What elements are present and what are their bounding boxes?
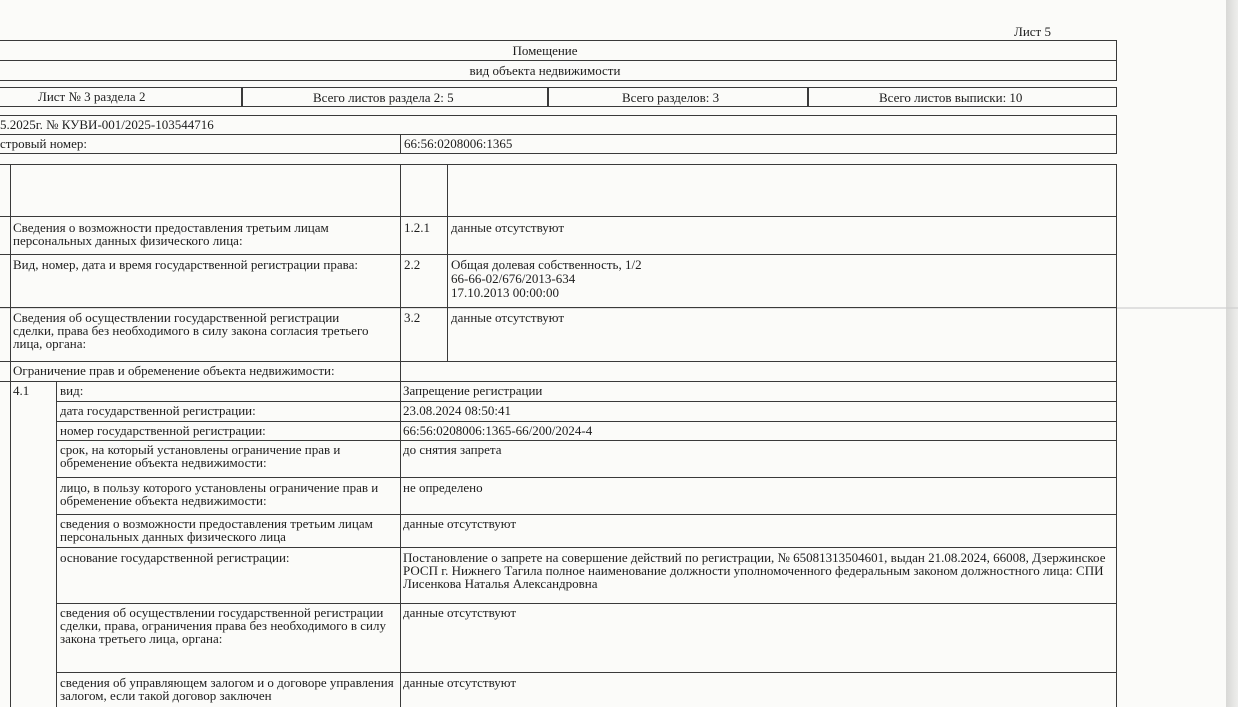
divider — [400, 164, 401, 361]
row-value-line: Общая долевая собственность, 1/2 — [451, 257, 642, 272]
divider — [56, 603, 1117, 604]
restriction-label: сведения об осуществлении государственной регистрации сделки, права, ограничения права без необходимого в силу закона третьего лица, органа: — [60, 605, 386, 646]
row-number: 1.2.1 — [404, 220, 430, 235]
divider — [56, 514, 1117, 515]
row-value: данные отсутствуют — [451, 310, 565, 325]
row-value: данные отсутствуют — [451, 220, 565, 235]
object-type-caption: вид объекта недвижимости — [469, 63, 621, 78]
restriction-label: номер государственной регистрации: — [60, 423, 266, 438]
restriction-value: не определено — [403, 480, 483, 495]
sheet-of-section: Лист № 3 раздела 2 — [38, 89, 146, 104]
row-number: 3.2 — [404, 310, 421, 325]
table-left-border — [10, 164, 11, 707]
restriction-value: данные отсутствуют — [403, 675, 517, 690]
cadastral-number: 66:56:0208006:1365 — [404, 136, 513, 151]
restriction-label: вид: — [60, 383, 84, 398]
divider — [447, 164, 448, 361]
divider — [56, 477, 1117, 478]
divider — [400, 134, 401, 154]
row-value-line: 17.10.2013 00:00:00 — [451, 285, 559, 300]
sheet-number: Лист 5 — [1014, 24, 1051, 39]
table-top-border — [0, 164, 1117, 165]
table-right-border — [1116, 164, 1117, 707]
divider — [56, 381, 57, 707]
restriction-value: Постановление о запрете на совершение действий по регистрации, № 65081313504601, выдан 21.08.2024, 66008, Дзержинское РОСП г. Нижнего Тагила полное наименование должности уполномоченного федеральным законом должностного лица: СПИ Лисенкова Наталья Александровна — [403, 550, 1106, 591]
total-sheets-extract: Всего листов выписки: 10 — [879, 90, 1023, 105]
divider — [400, 361, 401, 381]
restriction-number: 4.1 — [13, 383, 30, 398]
restriction-value: данные отсутствуют — [403, 605, 517, 620]
row-label: Сведения об осуществлении государственной регистрации сделки, права без необходимого в силу закона согласия третьего лица, органа: — [13, 310, 369, 351]
restriction-label: лицо, в пользу которого установлены ограничение прав и обременение объекта недвижимости: — [60, 480, 379, 508]
divider — [0, 361, 1117, 362]
total-sheets-section: Всего листов раздела 2: 5 — [313, 90, 454, 105]
object-type: Помещение — [512, 43, 578, 58]
row-label: Сведения о возможности предоставления третьим лицам персональных данных физического лица: — [13, 220, 329, 248]
page-edge — [1226, 0, 1238, 707]
divider — [0, 381, 1117, 382]
restrictions-title: Ограничение прав и обременение объекта недвижимости: — [13, 363, 335, 378]
divider — [0, 307, 1117, 308]
restriction-value: до снятия запрета — [403, 442, 502, 457]
row-label: Вид, номер, дата и время государственной регистрации права: — [13, 257, 358, 272]
divider — [56, 440, 1117, 441]
restriction-label: сведения об управляющем залогом и о договоре управления залогом, если такой договор заключен — [60, 675, 394, 703]
divider — [0, 254, 1117, 255]
total-sections: Всего разделов: 3 — [622, 90, 720, 105]
extract-date-number: 5.2025г. № КУВИ-001/2025-103544716 — [0, 117, 214, 132]
row-value-line: 66-66-02/676/2013-634 — [451, 271, 576, 286]
restriction-label: дата государственной регистрации: — [60, 403, 256, 418]
restriction-value: 66:56:0208006:1365-66/200/2024-4 — [403, 423, 593, 438]
restriction-value: Запрещение регистрации — [403, 383, 543, 398]
restriction-label: сведения о возможности предоставления третьим лицам персональных данных физического лица — [60, 516, 373, 544]
divider — [56, 547, 1117, 548]
row-number: 2.2 — [404, 257, 421, 272]
cadastral-label: стровый номер: — [0, 136, 88, 151]
divider — [56, 401, 1117, 402]
divider — [400, 381, 401, 707]
divider — [56, 421, 1117, 422]
restriction-value: данные отсутствуют — [403, 516, 517, 531]
restriction-label: срок, на который установлены ограничение прав и обременение объекта недвижимости: — [60, 442, 341, 470]
restriction-label: основание государственной регистрации: — [60, 550, 290, 565]
divider — [0, 216, 1117, 217]
restriction-value: 23.08.2024 08:50:41 — [403, 403, 511, 418]
divider — [56, 672, 1117, 673]
cadastral-row — [0, 134, 1117, 154]
